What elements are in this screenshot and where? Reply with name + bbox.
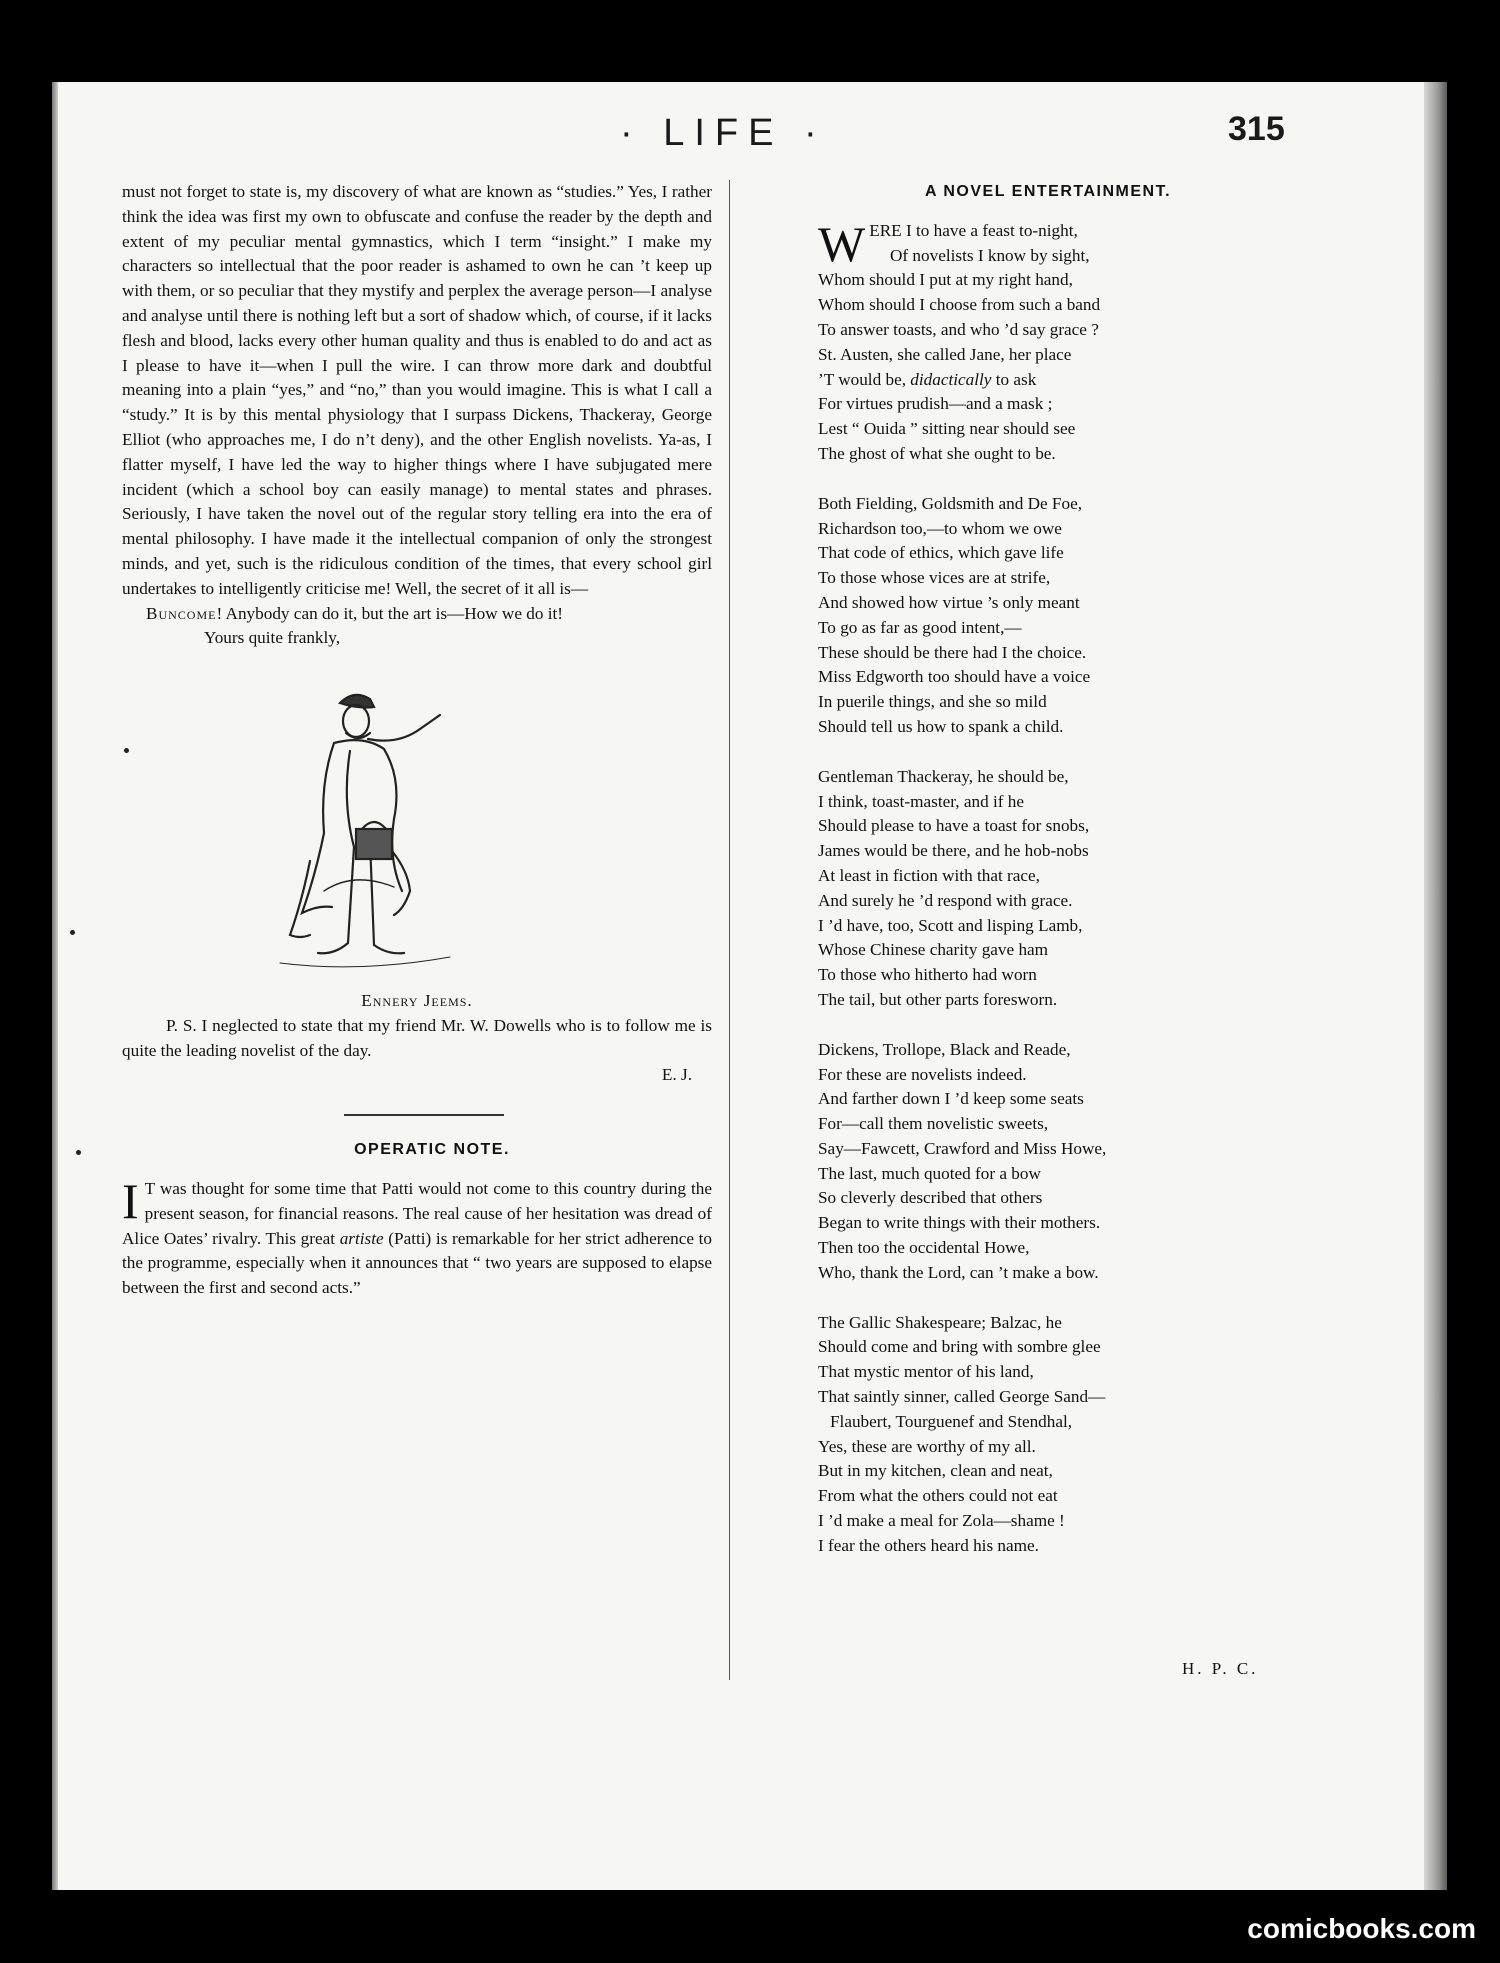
poem-opening-lines: [818, 215, 1288, 272]
poem-line: To those who hitherto had worn: [818, 965, 1037, 985]
poem-line: To answer toasts, and who ’d say grace ?: [818, 319, 1099, 339]
ennery-jeems-illustration: [270, 681, 460, 981]
poem-line: Whose Chinese charity gave ham: [818, 940, 1049, 960]
operatic-dropcap: I: [122, 1172, 139, 1229]
poem-line: Should tell us how to spank a child.: [818, 716, 1064, 736]
poem-stanza-2: [818, 492, 1288, 740]
poem-line: Dickens, Trollope, Black and Reade,: [818, 1039, 1071, 1059]
left-column: [122, 180, 712, 1301]
poem-stanza-3: [818, 765, 1288, 1013]
operatic-note-heading: OPERATIC NOTE.: [354, 1141, 510, 1159]
poem-line: That mystic mentor of his land,: [818, 1362, 1034, 1382]
poem-line: I ’d make a meal for Zola—shame !: [818, 1511, 1065, 1531]
poem-line: Then too the occidental Howe,: [818, 1238, 1030, 1258]
poem-line: Flaubert, Tourguenef and Stendhal,: [830, 1411, 1073, 1431]
poem-line: The ghost of what she ought to be.: [818, 443, 1056, 463]
poem-dropcap: W: [818, 215, 866, 272]
poem-line: Say—Fawcett, Crawford and Miss Howe,: [818, 1138, 1107, 1158]
poem-line: To those whose vices are at strife,: [818, 568, 1051, 588]
operatic-note-text: [122, 1172, 713, 1301]
right-column: [818, 180, 1288, 1584]
poem-signature: H. P. C.: [1182, 1659, 1259, 1678]
poem-line: I ’d have, too, Scott and lisping Lamb,: [818, 915, 1083, 935]
print-speck: [70, 930, 75, 935]
poem-line: To go as far as good intent,—: [818, 617, 1022, 637]
section-divider: [344, 1114, 504, 1116]
poem-line: [818, 368, 1288, 393]
column-rule: [729, 180, 730, 1680]
watermark: comicbooks.com: [1247, 1913, 1476, 1944]
operatic-text-part2: (Patti) is remarkable for her strict adherence to the programme, especially when it announces that “ two years are supposed to elapse between the first and second acts.”: [122, 1228, 713, 1298]
poem-line: And farther down I ’d keep some seats: [818, 1089, 1084, 1109]
poem-line: And showed how virtue ’s only meant: [818, 592, 1080, 612]
poem-stanza-5: [818, 1311, 1288, 1559]
poem-line: But in my kitchen, clean and neat,: [818, 1461, 1053, 1481]
poem-line: So cleverly described that others: [818, 1188, 1043, 1208]
poem-line: ERE I to have a feast to-night,: [869, 220, 1078, 240]
poem-line: I fear the others heard his name.: [818, 1535, 1039, 1555]
poem-line: Should come and bring with sombre glee: [818, 1337, 1101, 1357]
postscript-initials: E. J.: [661, 1065, 692, 1085]
page-left-edge: [52, 82, 58, 1890]
poem-line: St. Austen, she called Jane, her place: [818, 344, 1072, 364]
poem-line: James would be there, and he hob-nobs: [818, 841, 1089, 861]
poem-line: Of novelists I know by sight,: [890, 245, 1090, 265]
poem-line: Miss Edgworth too should have a voice: [818, 667, 1091, 687]
poem-line: Lest “ Ouida ” sitting near should see: [818, 419, 1076, 439]
page-right-edge: [1424, 82, 1447, 1890]
poem-line: The last, much quoted for a bow: [818, 1163, 1041, 1183]
poem-line-part: ’T would be,: [818, 369, 911, 389]
signoff: Yours quite frankly,: [204, 628, 341, 648]
poem-line: For virtues prudish—and a mask ;: [818, 394, 1053, 414]
poem-line: Whom should I put at my right hand,: [818, 270, 1073, 290]
buncome-word: Buncome: [146, 603, 217, 623]
poem-line: The tail, but other parts foresworn.: [818, 989, 1058, 1009]
poem-line: Gentleman Thackeray, he should be,: [818, 766, 1069, 786]
poem-line: I think, toast-master, and if he: [818, 791, 1024, 811]
buncome-paragraph: [122, 602, 712, 627]
operatic-italic-word: artiste: [339, 1228, 384, 1248]
poem-line: And surely he ’d respond with grace.: [818, 890, 1073, 910]
operatic-text-part1: T was thought for some time that Patti would not come to this country during the present season, for financial reasons. The real cause of her hesitation was dread of Alice Oates’ rivalry. This great: [122, 1178, 712, 1248]
poem-line: For these are novelists indeed.: [818, 1064, 1027, 1084]
poem-stanza-1: [818, 215, 1288, 467]
buncome-rest: ! Anybody can do it, but the art is—How we do it!: [216, 603, 564, 623]
poem-line: Began to write things with their mothers.: [818, 1213, 1101, 1233]
poem-line: Whom should I choose from such a band: [818, 295, 1101, 315]
poem-line: Who, thank the Lord, can ’t make a bow.: [818, 1262, 1099, 1282]
poem-line: These should be there had I the choice.: [818, 642, 1087, 662]
print-speck: [124, 748, 129, 753]
page-number: 315: [1228, 110, 1285, 148]
poem-line: Both Fielding, Goldsmith and De Foe,: [818, 493, 1083, 513]
postscript: P. S. I neglected to state that my friend Mr. W. Dowells who is to follow me is quite the leading novelist of the day.: [122, 1015, 712, 1060]
poem-line: Richardson too,—to whom we owe: [818, 518, 1062, 538]
poem-line: At least in fiction with that race,: [818, 865, 1040, 885]
poem-line: Yes, these are worthy of my all.: [818, 1436, 1036, 1456]
poem-line: The Gallic Shakespeare; Balzac, he: [818, 1312, 1062, 1332]
poem-heading: A NOVEL ENTERTAINMENT.: [924, 183, 1172, 200]
poem-line: That code of ethics, which gave life: [818, 543, 1064, 563]
poem-line: Should please to have a toast for snobs,: [818, 816, 1090, 836]
poem-stanza-4: [818, 1038, 1288, 1286]
poem-line: In puerile things, and she so mild: [818, 692, 1047, 712]
poem-line: That saintly sinner, called George Sand—: [818, 1387, 1106, 1407]
masthead-title: · LIFE ·: [620, 112, 827, 154]
print-speck: [76, 1150, 81, 1155]
letter-paragraph: must not forget to state is, my discovery of what are known as “studies.” Yes, I rather think the idea was first my own to obfuscate and confuse the reader by the depth and extent of my peculiar mental gymnastics, which I term “insight.” I make my characters so intellectual that the poor reader is ashamed to own he can ’t keep up with them, or so peculiar that they mystify and perplex the average person—I analyse and analyse until there is nothing left but a sort of shadow which, of course, if it lacks flesh and blood, lacks every other human quality and thus is enabled to do and act as I please to have it—when I pull the wire. I can throw more dark and doubtful meaning into a plain “yes,” and “no,” than you would imagine. This is what I call a “study.” It is by this mental physiology that I surpass Dickens, Thackeray, George Elliot (who approaches me, I do n’t deny), and the other English novelists. Ya-as, I flatter myself, I have led the way to higher things where I have subjugated mere incident (which a school boy can easily manage) to mental states and phrases. Seriously, I have taken the novel out of the regular story telling era into the era of mental philosophy. I have made it the intellectual companion of only the strongest minds, and yet, such is the ridiculous condition of the times, that every school girl undertakes to intelligently criticise me! Well, the secret of it all is—: [122, 182, 712, 598]
poem-line: For—call them novelistic sweets,: [818, 1114, 1049, 1134]
poem-italic-word: didactically: [910, 369, 992, 389]
poem-line: From what the others could not eat: [818, 1486, 1058, 1506]
poem-line-part: to ask: [991, 369, 1037, 389]
illustration-caption: Ennery Jeems.: [361, 990, 473, 1010]
